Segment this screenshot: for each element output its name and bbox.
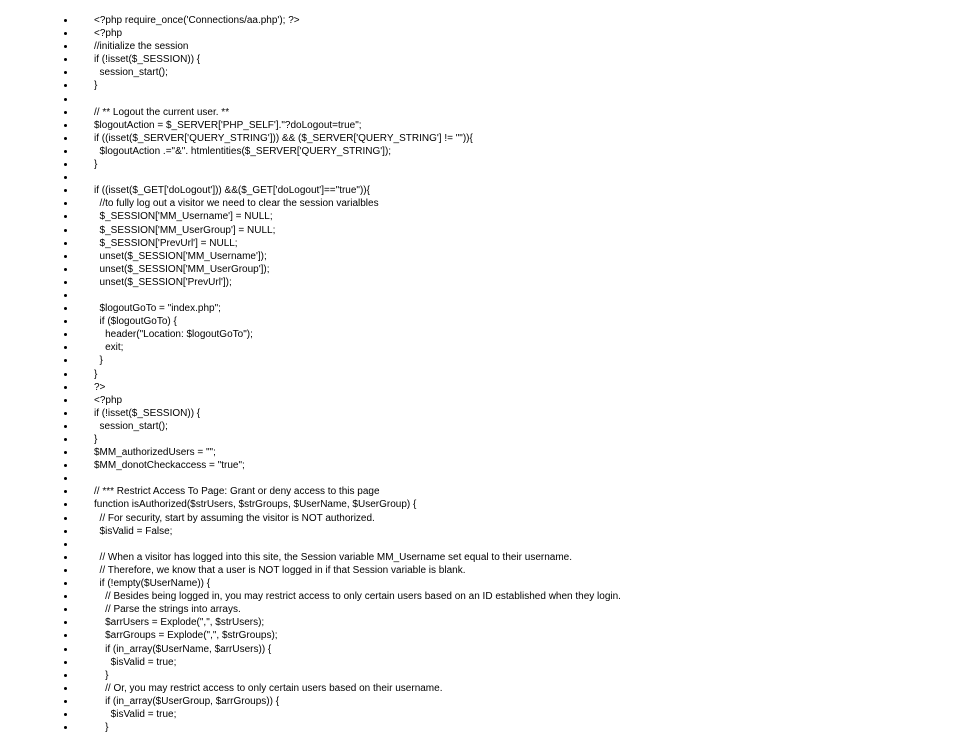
code-line: $MM_donotCheckaccess = "true"; [0,459,621,472]
code-line: $logoutAction = $_SERVER['PHP_SELF']."?doLogout=true"; [0,119,621,132]
code-line: } [0,79,621,92]
code-line: } [0,158,621,171]
code-line: // Therefore, we know that a user is NOT logged in if that Session variable is blank. [0,564,621,577]
code-line: $arrGroups = Explode(",", $strGroups); [0,629,621,642]
code-line [0,289,621,302]
code-line: // ** Logout the current user. ** [0,106,621,119]
code-line: $logoutAction .="&". htmlentities($_SERVER['QUERY_STRING']); [0,145,621,158]
code-line: exit; [0,341,621,354]
code-line: if ($logoutGoTo) { [0,315,621,328]
code-line: if (in_array($UserName, $arrUsers)) { [0,643,621,656]
code-line: $MM_authorizedUsers = ""; [0,446,621,459]
code-line [0,93,621,106]
code-line: } [0,721,621,734]
code-line: } [0,669,621,682]
code-line: $isValid = true; [0,656,621,669]
code-line: // *** Restrict Access To Page: Grant or deny access to this page [0,485,621,498]
code-line: function isAuthorized($strUsers, $strGroups, $UserName, $UserGroup) { [0,498,621,511]
code-line: header("Location: $logoutGoTo"); [0,328,621,341]
code-line: //initialize the session [0,40,621,53]
code-line: $isValid = true; [0,708,621,721]
code-line: if (!empty($UserName)) { [0,577,621,590]
code-line: // For security, start by assuming the visitor is NOT authorized. [0,512,621,525]
code-line: $_SESSION['MM_Username'] = NULL; [0,210,621,223]
code-line: //to fully log out a visitor we need to clear the session varialbles [0,197,621,210]
code-line: $_SESSION['MM_UserGroup'] = NULL; [0,224,621,237]
code-line: unset($_SESSION['MM_UserGroup']); [0,263,621,276]
code-line: unset($_SESSION['PrevUrl']); [0,276,621,289]
code-line: if ((isset($_SERVER['QUERY_STRING'])) && ($_SERVER['QUERY_STRING'] != "")){ [0,132,621,145]
code-line [0,472,621,485]
code-line [0,538,621,551]
code-line: } [0,368,621,381]
code-line: <?php [0,27,621,40]
code-line: $_SESSION['PrevUrl'] = NULL; [0,237,621,250]
code-line: session_start(); [0,66,621,79]
code-line: // Parse the strings into arrays. [0,603,621,616]
code-line: if (!isset($_SESSION)) { [0,407,621,420]
code-line: $isValid = False; [0,525,621,538]
code-line: // Or, you may restrict access to only certain users based on their username. [0,682,621,695]
code-line: <?php require_once('Connections/aa.php'); ?> [0,14,621,27]
code-line: $arrUsers = Explode(",", $strUsers); [0,616,621,629]
code-line: <?php [0,394,621,407]
code-line: if ((isset($_GET['doLogout'])) &&($_GET['doLogout']=="true")){ [0,184,621,197]
code-line: ?> [0,381,621,394]
code-line: $logoutGoTo = "index.php"; [0,302,621,315]
code-bullet-list [0,14,621,734]
code-line: unset($_SESSION['MM_Username']); [0,250,621,263]
code-line: if (in_array($UserGroup, $arrGroups)) { [0,695,621,708]
code-line: } [0,433,621,446]
code-line [0,171,621,184]
code-line: } [0,354,621,367]
code-line: if (!isset($_SESSION)) { [0,53,621,66]
code-line: // Besides being logged in, you may restrict access to only certain users based on an ID established when they login. [0,590,621,603]
code-line: // When a visitor has logged into this site, the Session variable MM_Username set equal to their username. [0,551,621,564]
code-line: session_start(); [0,420,621,433]
